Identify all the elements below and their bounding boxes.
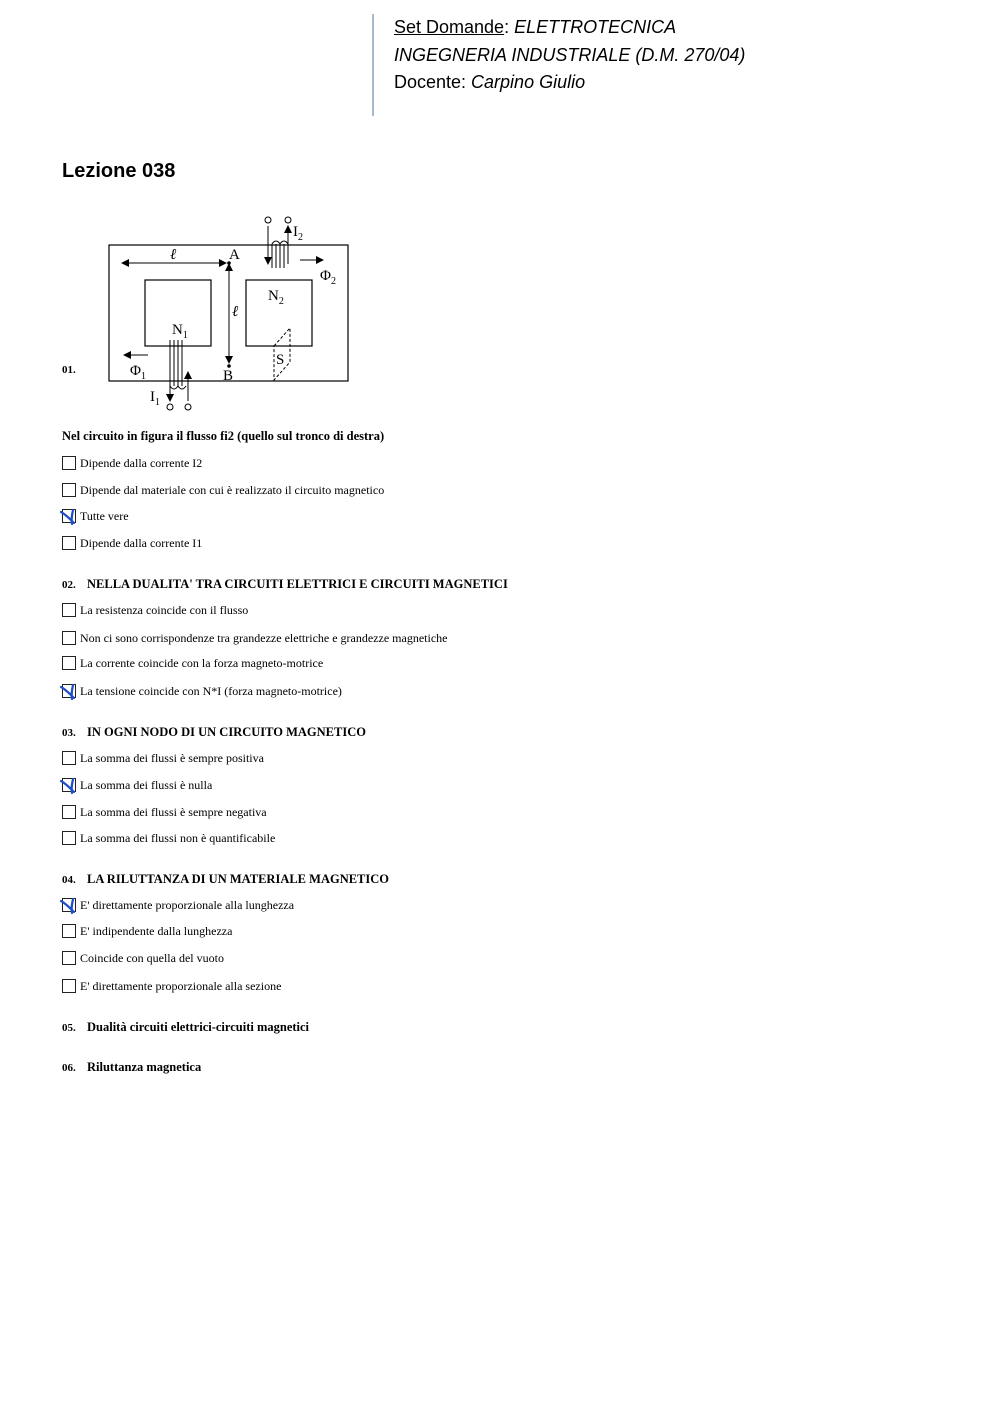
flux-1-label: $\Phi_1$ bbox=[130, 363, 146, 382]
checkbox[interactable] bbox=[62, 924, 76, 938]
section-label: S bbox=[276, 352, 285, 368]
question-1-number: 01. bbox=[62, 364, 76, 376]
question-1-title: Nel circuito in figura il flusso fi2 (quello sul tronco di destra) bbox=[62, 429, 385, 443]
lesson-title: Lezione 038 bbox=[62, 160, 176, 182]
question-4-number: 04. bbox=[62, 874, 76, 886]
option[interactable] bbox=[62, 750, 264, 766]
checkbox[interactable] bbox=[62, 951, 76, 965]
turns-1-label: $N_1$ bbox=[172, 322, 188, 341]
coil-1-windings bbox=[170, 340, 186, 389]
question-4-title: LA RILUTTANZA DI UN MATERIALE MAGNETICO bbox=[87, 872, 390, 886]
set-separator: : bbox=[504, 17, 515, 37]
checkbox[interactable] bbox=[62, 778, 76, 792]
checkbox[interactable] bbox=[62, 684, 76, 698]
option-label: E' direttamente proporzionale alla sezione bbox=[80, 978, 282, 993]
option-label: La somma dei flussi è sempre positiva bbox=[80, 750, 264, 765]
check-mark-icon bbox=[59, 776, 81, 796]
option[interactable] bbox=[62, 923, 232, 939]
option[interactable] bbox=[62, 683, 342, 699]
checkbox[interactable] bbox=[62, 509, 76, 523]
coil-2-terminal-right bbox=[285, 217, 291, 223]
question-2-title: NELLA DUALITA' TRA CIRCUITI ELETTRICI E CIRCUITI MAGNETICI bbox=[87, 577, 508, 591]
option-label: La corrente coincide con la forza magneto-motrice bbox=[80, 655, 324, 670]
header-set-line bbox=[394, 14, 745, 42]
question-3-number: 03. bbox=[62, 727, 76, 739]
header-course-line bbox=[394, 42, 745, 70]
option[interactable] bbox=[62, 777, 212, 793]
question-5-number: 05. bbox=[62, 1022, 76, 1034]
length-label-horizontal: ℓ bbox=[170, 247, 177, 263]
option[interactable] bbox=[62, 602, 248, 618]
checkbox[interactable] bbox=[62, 805, 76, 819]
option-label: Coincide con quella del vuoto bbox=[80, 950, 224, 965]
option[interactable] bbox=[62, 897, 294, 913]
option-label: La resistenza coincide con il flusso bbox=[80, 602, 249, 617]
checkbox[interactable] bbox=[62, 831, 76, 845]
header-docente-line bbox=[394, 69, 745, 97]
option[interactable] bbox=[62, 630, 447, 646]
question-2-number: 02. bbox=[62, 579, 76, 591]
coil-1-terminal-left bbox=[167, 404, 173, 410]
checkbox[interactable] bbox=[62, 536, 76, 550]
magnetic-circuit-figure bbox=[100, 208, 370, 418]
coil-1-terminal-right bbox=[185, 404, 191, 410]
checkbox[interactable] bbox=[62, 603, 76, 617]
option-label: Dipende dalla corrente I1 bbox=[80, 535, 203, 550]
check-mark-icon bbox=[59, 896, 81, 916]
question-6-title: Riluttanza magnetica bbox=[87, 1060, 202, 1074]
checkbox[interactable] bbox=[62, 656, 76, 670]
current-2-label: $I_2$ bbox=[293, 224, 303, 243]
option-label: E' indipendente dalla lunghezza bbox=[80, 923, 233, 938]
length-label-vertical: ℓ bbox=[232, 304, 239, 320]
option-label: E' direttamente proporzionale alla lunghezza bbox=[80, 897, 295, 912]
document-header bbox=[372, 14, 745, 116]
check-mark-icon bbox=[59, 507, 81, 527]
checkbox[interactable] bbox=[62, 751, 76, 765]
option[interactable] bbox=[62, 978, 281, 994]
checkbox[interactable] bbox=[62, 456, 76, 470]
flux-2-label: $\Phi_2$ bbox=[320, 268, 336, 287]
checkbox[interactable] bbox=[62, 898, 76, 912]
checkbox[interactable] bbox=[62, 631, 76, 645]
question-5-title: Dualità circuiti elettrici-circuiti magnetici bbox=[87, 1020, 310, 1034]
option[interactable] bbox=[62, 950, 224, 966]
node-a-label: A bbox=[229, 247, 240, 263]
option[interactable] bbox=[62, 655, 323, 671]
option-label: La somma dei flussi non è quantificabile bbox=[80, 830, 276, 845]
question-3-title: IN OGNI NODO DI UN CIRCUITO MAGNETICO bbox=[87, 725, 366, 739]
option-label: Dipende dal materiale con cui è realizzato il circuito magnetico bbox=[80, 482, 385, 497]
coil-2-terminal-left bbox=[265, 217, 271, 223]
option-label: La tensione coincide con N*I (forza magneto-motrice) bbox=[80, 683, 342, 698]
option[interactable] bbox=[62, 830, 275, 846]
option-label: Non ci sono corrispondenze tra grandezze elettriche e grandezze magnetiche bbox=[80, 630, 448, 645]
option-label: La somma dei flussi è sempre negativa bbox=[80, 804, 267, 819]
docente-label: Docente: bbox=[394, 72, 472, 92]
core-window-right bbox=[246, 280, 312, 346]
turns-2-label: $N_2$ bbox=[268, 288, 284, 307]
question-6-number: 06. bbox=[62, 1062, 76, 1074]
option-label: Dipende dalla corrente I2 bbox=[80, 455, 203, 470]
check-mark-icon bbox=[59, 682, 81, 702]
option[interactable] bbox=[62, 804, 267, 820]
node-b-label: B bbox=[223, 368, 234, 384]
option[interactable] bbox=[62, 535, 202, 551]
docente-value: Carpino Giulio bbox=[471, 72, 586, 92]
option[interactable] bbox=[62, 508, 129, 524]
option[interactable] bbox=[62, 482, 384, 498]
option-label: La somma dei flussi è nulla bbox=[80, 777, 213, 792]
option[interactable] bbox=[62, 455, 202, 471]
checkbox[interactable] bbox=[62, 979, 76, 993]
set-label: Set Domande bbox=[394, 17, 505, 37]
checkbox[interactable] bbox=[62, 483, 76, 497]
set-value: ELETTROTECNICA bbox=[514, 17, 677, 37]
current-1-label: $I_1$ bbox=[150, 389, 160, 408]
option-label: Tutte vere bbox=[80, 508, 129, 523]
course-name: INGEGNERIA INDUSTRIALE (D.M. 270/04) bbox=[394, 44, 746, 65]
